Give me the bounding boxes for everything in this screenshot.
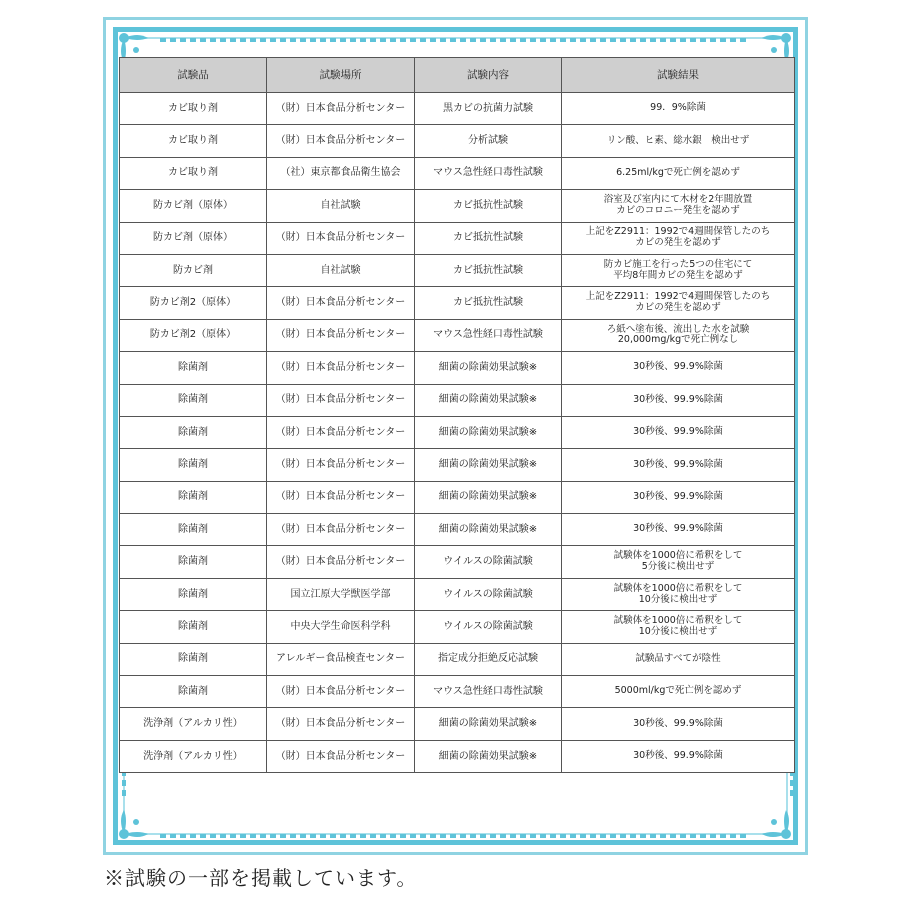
cell-content: 指定成分拒絶反応試験 [415, 643, 562, 675]
result-line: カビの発生を認めず [635, 302, 721, 314]
cell-result [562, 416, 795, 448]
cell-result [562, 740, 795, 772]
cell-result [562, 352, 795, 384]
cell-place: 中央大学生命医科学科 [267, 611, 415, 643]
cell-content: カビ抵抗性試験 [415, 287, 562, 319]
cell-content: 細菌の除菌効果試験※ [415, 514, 562, 546]
header-product: 試験品 [120, 58, 267, 93]
cell-product: 除菌剤 [120, 352, 267, 384]
result-line: 30秒後、99.9%除菌 [633, 393, 723, 405]
cell-result [562, 157, 795, 189]
table-row [120, 222, 795, 254]
table-row [120, 449, 795, 481]
cell-place: （財）日本食品分析センター [267, 481, 415, 513]
header-content: 試験内容 [415, 58, 562, 93]
result-line: ろ紙へ塗布後、流出した水を試験 [606, 323, 750, 335]
result-line: 20,000mg/kgで死亡例なし [617, 334, 739, 346]
cell-result [562, 708, 795, 740]
cell-product: 除菌剤 [120, 416, 267, 448]
cell-place: 自社試験 [267, 190, 415, 222]
result-line: 試験品すべてが陰性 [635, 652, 721, 664]
result-line: 5分後に検出せず [641, 561, 715, 573]
cell-product: 除菌剤 [120, 546, 267, 578]
header-place: 試験場所 [267, 58, 415, 93]
table-row [120, 125, 795, 157]
cell-result [562, 254, 795, 286]
cell-product: 防カビ剤 [120, 254, 267, 286]
result-line: 99．9%除菌 [650, 102, 706, 114]
cell-result [562, 190, 795, 222]
cell-content: 分析試験 [415, 125, 562, 157]
cell-content: 細菌の除菌効果試験※ [415, 416, 562, 448]
cell-result [562, 578, 795, 610]
cell-product: 除菌剤 [120, 481, 267, 513]
cell-product: 防カビ剤（原体） [120, 190, 267, 222]
top-dotted-line [160, 38, 750, 42]
result-line: 10分後に検出せず [638, 625, 718, 637]
cell-content: カビ抵抗性試験 [415, 190, 562, 222]
cell-content: 細菌の除菌効果試験※ [415, 740, 562, 772]
cell-place: （財）日本食品分析センター [267, 676, 415, 708]
cell-content: 細菌の除菌効果試験※ [415, 481, 562, 513]
cell-result [562, 287, 795, 319]
result-line: 30秒後、99.9%除菌 [633, 750, 723, 762]
result-line: 10分後に検出せず [638, 593, 718, 605]
cell-place: （財）日本食品分析センター [267, 319, 415, 351]
cell-place: （財）日本食品分析センター [267, 416, 415, 448]
cell-product: 洗浄剤（アルカリ性） [120, 740, 267, 772]
cell-product: 防カビ剤2（原体） [120, 319, 267, 351]
result-line: リン酸、ヒ素、総水銀 検出せず [606, 134, 750, 146]
cell-place: （財）日本食品分析センター [267, 125, 415, 157]
cell-place: （財）日本食品分析センター [267, 93, 415, 125]
cell-content: マウス急性経口毒性試験 [415, 157, 562, 189]
result-line: 浴室及び室内にて木材を2年間放置 [603, 193, 753, 205]
cell-result [562, 481, 795, 513]
cell-content: カビ抵抗性試験 [415, 222, 562, 254]
footnote: ※試験の一部を掲載しています。 [104, 866, 418, 890]
corner-ornament-icon [114, 808, 150, 844]
cell-product: 除菌剤 [120, 449, 267, 481]
table-row [120, 254, 795, 286]
cell-product: 洗浄剤（アルカリ性） [120, 708, 267, 740]
cell-content: ウイルスの除菌試験 [415, 611, 562, 643]
cell-product: カビ取り剤 [120, 93, 267, 125]
cell-product: 除菌剤 [120, 514, 267, 546]
table-row [120, 416, 795, 448]
cell-place: （社）東京都食品衛生協会 [267, 157, 415, 189]
result-line: 上記をZ2911：1992で4週間保管したのち [585, 291, 771, 303]
table-row [120, 514, 795, 546]
cell-place: （財）日本食品分析センター [267, 514, 415, 546]
cell-place: （財）日本食品分析センター [267, 546, 415, 578]
table-row [120, 611, 795, 643]
result-line: 6.25ml/kgで死亡例を認めず [616, 167, 740, 179]
cell-product: カビ取り剤 [120, 157, 267, 189]
cell-content: マウス急性経口毒性試験 [415, 676, 562, 708]
cell-result [562, 449, 795, 481]
table-row [120, 578, 795, 610]
cell-place: 国立江原大学獣医学部 [267, 578, 415, 610]
table-row [120, 384, 795, 416]
result-line: カビの発生を認めず [635, 237, 721, 249]
cell-content: ウイルスの除菌試験 [415, 578, 562, 610]
cell-place: （財）日本食品分析センター [267, 449, 415, 481]
cell-place: アレルギー食品検査センター [267, 643, 415, 675]
cell-content: マウス急性経口毒性試験 [415, 319, 562, 351]
cell-place: （財）日本食品分析センター [267, 352, 415, 384]
result-line: 30秒後、99.9%除菌 [633, 490, 723, 502]
table-row [120, 546, 795, 578]
cell-result [562, 514, 795, 546]
cell-product: 除菌剤 [120, 676, 267, 708]
cell-result [562, 643, 795, 675]
result-line: 30秒後、99.9%除菌 [633, 458, 723, 470]
cell-result [562, 319, 795, 351]
cell-place: 自社試験 [267, 254, 415, 286]
cell-product: 防カビ剤（原体） [120, 222, 267, 254]
cell-content: 細菌の除菌効果試験※ [415, 449, 562, 481]
header-result: 試験結果 [562, 58, 795, 93]
bottom-dotted-line [160, 834, 750, 838]
cell-result [562, 93, 795, 125]
table-row [120, 319, 795, 351]
result-line: 30秒後、99.9%除菌 [633, 361, 723, 373]
cell-product: 防カビ剤2（原体） [120, 287, 267, 319]
cell-place: （財）日本食品分析センター [267, 287, 415, 319]
cell-product: カビ取り剤 [120, 125, 267, 157]
table-header-row [120, 58, 795, 93]
result-line: 上記をZ2911：1992で4週間保管したのち [585, 226, 771, 238]
cell-content: 細菌の除菌効果試験※ [415, 708, 562, 740]
cell-result [562, 611, 795, 643]
result-line: 試験体を1000倍に希釈をして [613, 615, 743, 627]
result-line: カビのコロニー発生を認めず [616, 204, 740, 216]
cell-place: （財）日本食品分析センター [267, 222, 415, 254]
cell-place: （財）日本食品分析センター [267, 740, 415, 772]
table-row [120, 676, 795, 708]
cell-content: 細菌の除菌効果試験※ [415, 384, 562, 416]
cell-result [562, 222, 795, 254]
table-row [120, 287, 795, 319]
corner-ornament-icon [760, 808, 796, 844]
table-row [120, 190, 795, 222]
cell-place: （財）日本食品分析センター [267, 708, 415, 740]
cell-product: 除菌剤 [120, 611, 267, 643]
result-line: 試験体を1000倍に希釈をして [613, 582, 743, 594]
cell-result [562, 546, 795, 578]
table-row [120, 481, 795, 513]
cell-content: ウイルスの除菌試験 [415, 546, 562, 578]
cell-product: 除菌剤 [120, 643, 267, 675]
cell-content: 細菌の除菌効果試験※ [415, 352, 562, 384]
result-line: 試験体を1000倍に希釈をして [613, 550, 743, 562]
cell-content: カビ抵抗性試験 [415, 254, 562, 286]
result-line: 30秒後、99.9%除菌 [633, 717, 723, 729]
result-line: 平均8年間カビの発生を認めず [613, 269, 743, 281]
table-row [120, 157, 795, 189]
result-line: 防カビ施工を行った5つの住宅にて [603, 258, 753, 270]
cell-product: 除菌剤 [120, 578, 267, 610]
cell-result [562, 384, 795, 416]
result-line: 30秒後、99.9%除菌 [633, 426, 723, 438]
cell-result [562, 676, 795, 708]
cell-place: （財）日本食品分析センター [267, 384, 415, 416]
cell-product: 除菌剤 [120, 384, 267, 416]
table-row [120, 708, 795, 740]
table-row [120, 352, 795, 384]
result-line: 30秒後、99.9%除菌 [633, 523, 723, 535]
cell-content: 黒カビの抗菌力試験 [415, 93, 562, 125]
table-row [120, 643, 795, 675]
result-line: 5000ml/kgで死亡例を認めず [614, 685, 742, 697]
cell-result [562, 125, 795, 157]
table-row [120, 93, 795, 125]
test-results-table [119, 57, 795, 773]
table-row [120, 740, 795, 772]
